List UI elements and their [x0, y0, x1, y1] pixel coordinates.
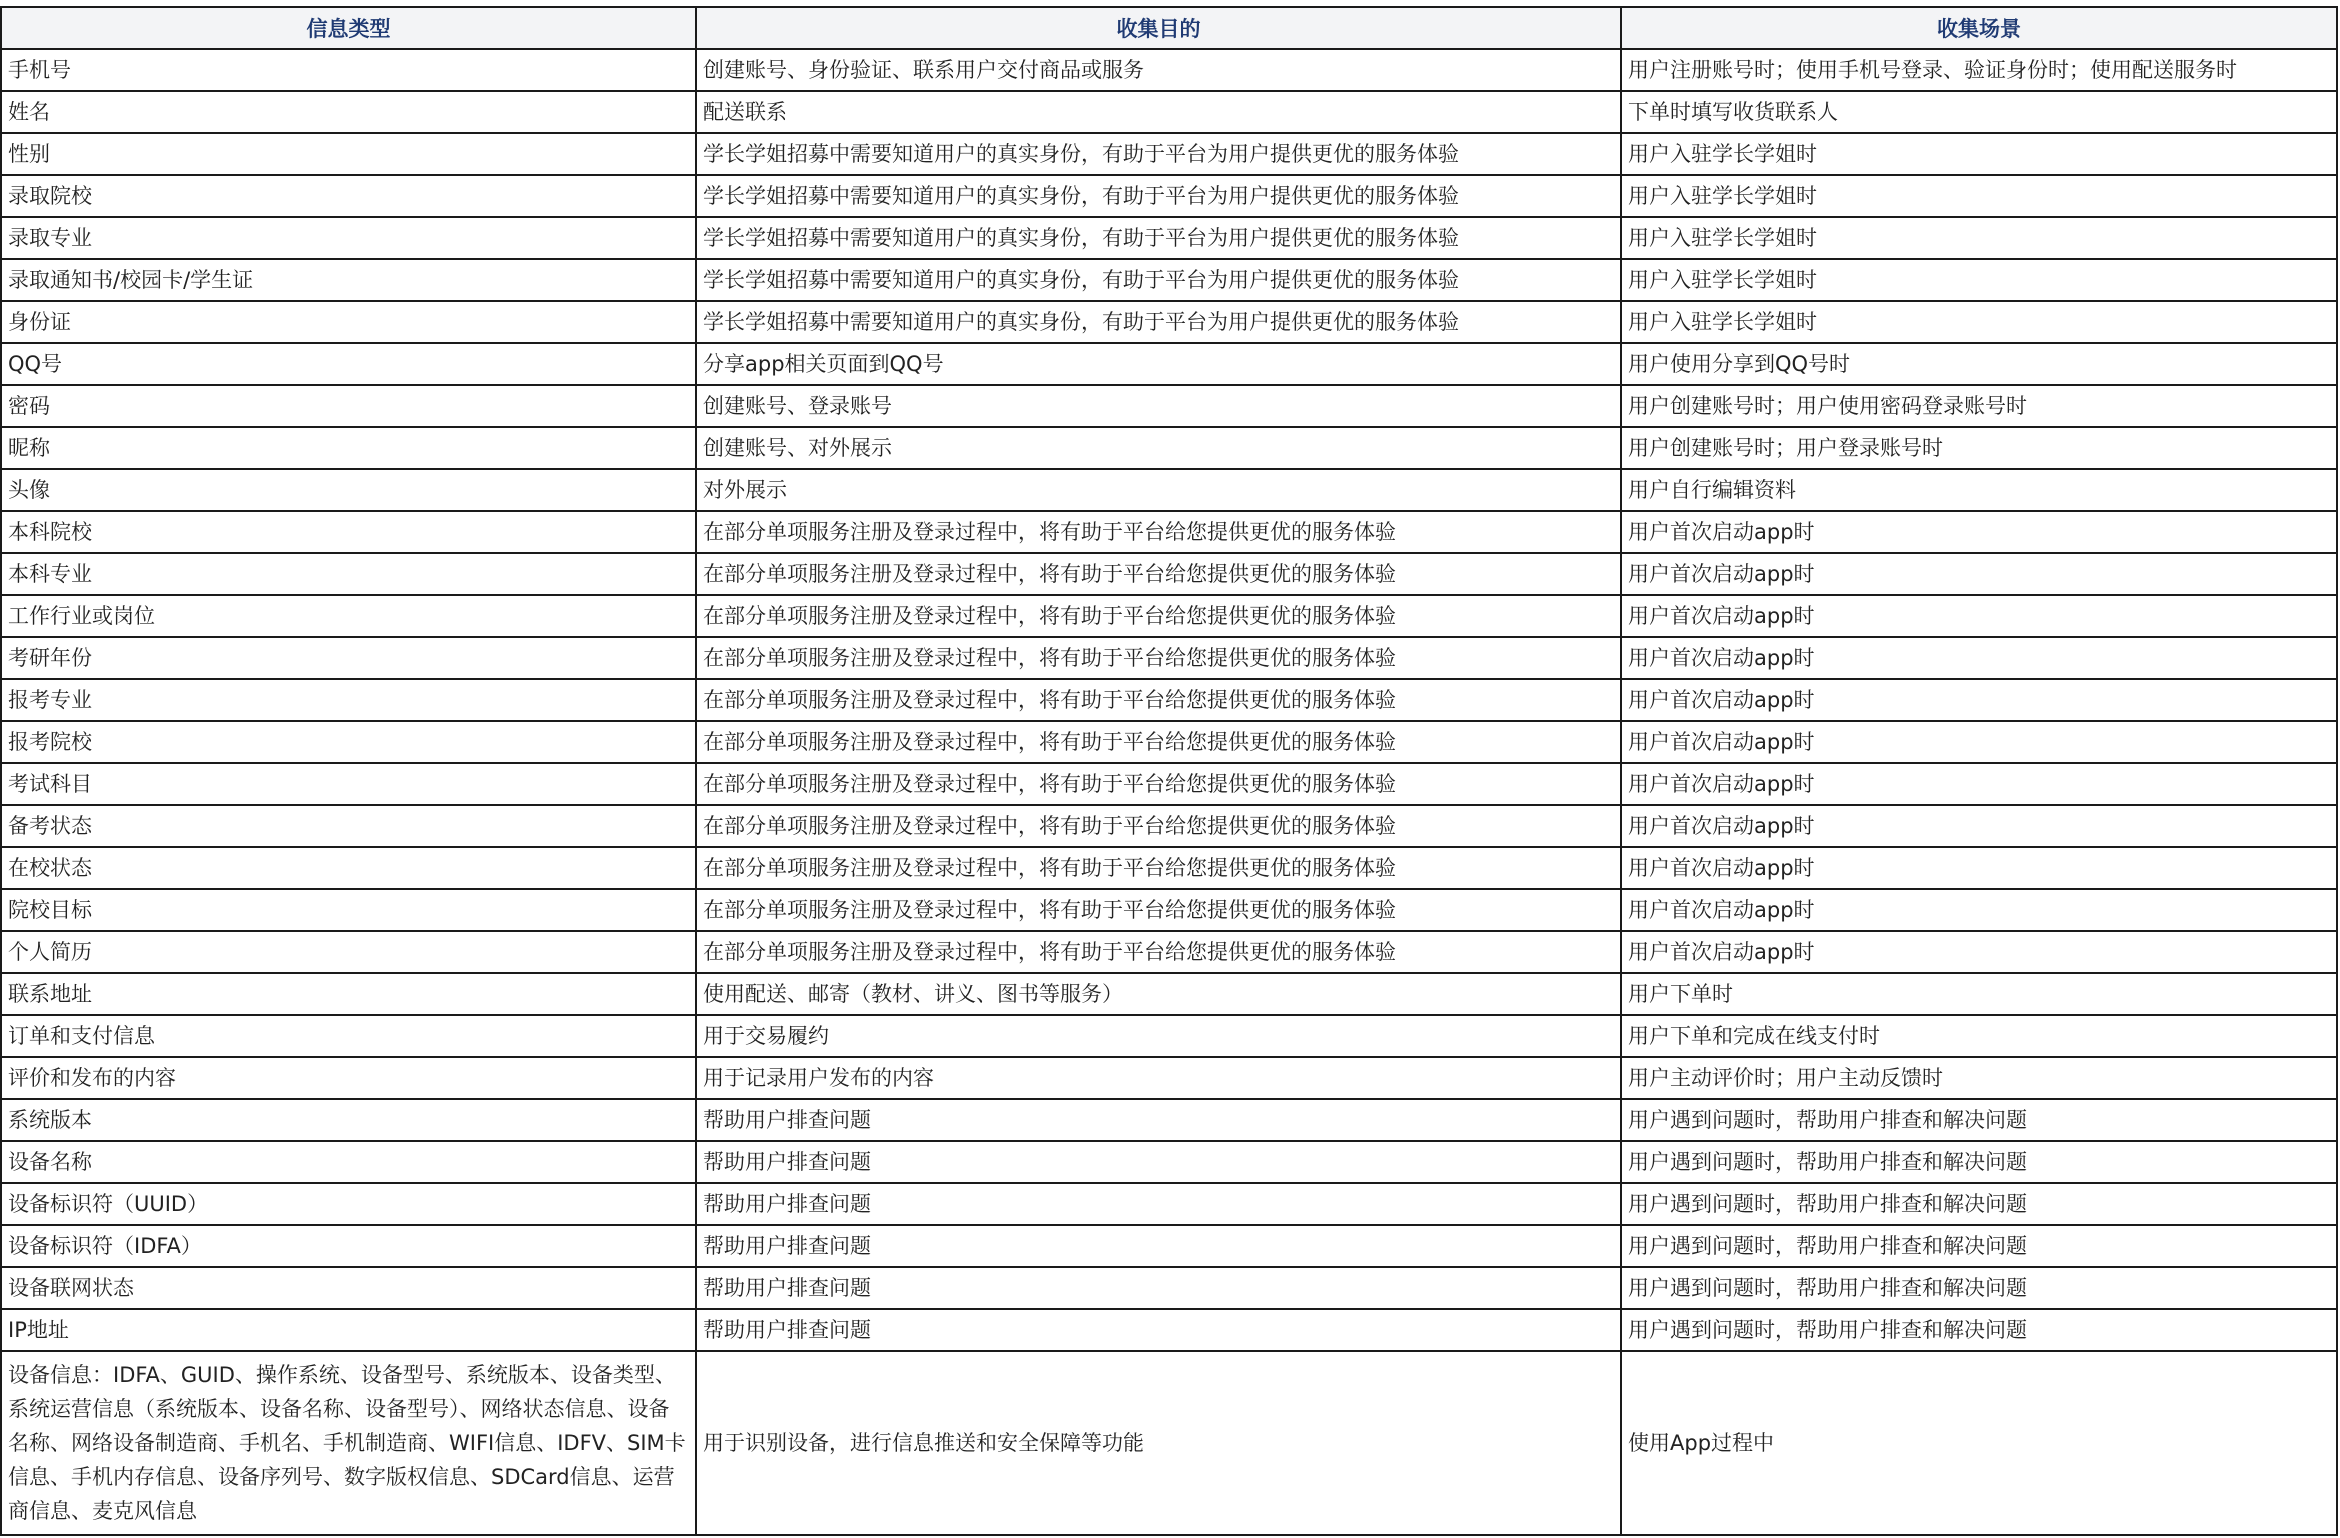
- table-row: [1, 175, 2337, 217]
- cell-info-type: 密码: [1, 385, 696, 427]
- cell-scene: 用户入驻学长学姐时: [1621, 133, 2337, 175]
- cell-scene: 使用App过程中: [1621, 1351, 2337, 1535]
- cell-scene: 用户首次启动app时: [1621, 847, 2337, 889]
- cell-info-type: 报考院校: [1, 721, 696, 763]
- cell-purpose: 学长学姐招募中需要知道用户的真实身份，有助于平台为用户提供更优的服务体验: [696, 217, 1621, 259]
- cell-scene: 用户遇到问题时，帮助用户排查和解决问题: [1621, 1267, 2337, 1309]
- cell-scene: 下单时填写收货联系人: [1621, 91, 2337, 133]
- header-info-type: 信息类型: [1, 7, 696, 49]
- table-body: [1, 49, 2337, 1535]
- cell-info-type: 手机号: [1, 49, 696, 91]
- cell-scene: 用户首次启动app时: [1621, 763, 2337, 805]
- table-row: [1, 1057, 2337, 1099]
- table-row: [1, 133, 2337, 175]
- table-row: [1, 1351, 2337, 1535]
- cell-scene: 用户下单和完成在线支付时: [1621, 1015, 2337, 1057]
- cell-purpose: 学长学姐招募中需要知道用户的真实身份，有助于平台为用户提供更优的服务体验: [696, 259, 1621, 301]
- cell-info-type: IP地址: [1, 1309, 696, 1351]
- header-purpose: 收集目的: [696, 7, 1621, 49]
- cell-purpose: 帮助用户排查问题: [696, 1309, 1621, 1351]
- table-row: [1, 1015, 2337, 1057]
- table-row: [1, 721, 2337, 763]
- info-collection-table: [0, 6, 2338, 1536]
- cell-scene: 用户创建账号时；用户使用密码登录账号时: [1621, 385, 2337, 427]
- cell-purpose: 在部分单项服务注册及登录过程中，将有助于平台给您提供更优的服务体验: [696, 679, 1621, 721]
- cell-scene: 用户创建账号时；用户登录账号时: [1621, 427, 2337, 469]
- cell-scene: 用户首次启动app时: [1621, 595, 2337, 637]
- cell-scene: 用户首次启动app时: [1621, 721, 2337, 763]
- cell-info-type: 考研年份: [1, 637, 696, 679]
- cell-info-type: 工作行业或岗位: [1, 595, 696, 637]
- cell-purpose: 创建账号、登录账号: [696, 385, 1621, 427]
- cell-purpose: 学长学姐招募中需要知道用户的真实身份，有助于平台为用户提供更优的服务体验: [696, 301, 1621, 343]
- cell-info-type: 性别: [1, 133, 696, 175]
- cell-info-type: 录取院校: [1, 175, 696, 217]
- cell-info-type: 设备标识符（IDFA）: [1, 1225, 696, 1267]
- cell-purpose: 用于记录用户发布的内容: [696, 1057, 1621, 1099]
- cell-scene: 用户自行编辑资料: [1621, 469, 2337, 511]
- cell-scene: 用户遇到问题时，帮助用户排查和解决问题: [1621, 1309, 2337, 1351]
- table-row: [1, 301, 2337, 343]
- cell-scene: 用户首次启动app时: [1621, 637, 2337, 679]
- cell-info-type: QQ号: [1, 343, 696, 385]
- cell-info-type: 联系地址: [1, 973, 696, 1015]
- table-row: [1, 1099, 2337, 1141]
- cell-scene: 用户首次启动app时: [1621, 679, 2337, 721]
- cell-purpose: 在部分单项服务注册及登录过程中，将有助于平台给您提供更优的服务体验: [696, 889, 1621, 931]
- table-row: [1, 91, 2337, 133]
- cell-purpose: 帮助用户排查问题: [696, 1267, 1621, 1309]
- cell-scene: 用户入驻学长学姐时: [1621, 259, 2337, 301]
- cell-info-type: 个人简历: [1, 931, 696, 973]
- cell-info-type: 姓名: [1, 91, 696, 133]
- table-row: [1, 847, 2337, 889]
- cell-info-type: 备考状态: [1, 805, 696, 847]
- cell-scene: 用户遇到问题时，帮助用户排查和解决问题: [1621, 1099, 2337, 1141]
- cell-purpose: 分享app相关页面到QQ号: [696, 343, 1621, 385]
- cell-purpose: 创建账号、对外展示: [696, 427, 1621, 469]
- cell-purpose: 帮助用户排查问题: [696, 1225, 1621, 1267]
- cell-scene: 用户首次启动app时: [1621, 889, 2337, 931]
- table-row: [1, 973, 2337, 1015]
- table-row: [1, 427, 2337, 469]
- cell-scene: 用户首次启动app时: [1621, 805, 2337, 847]
- cell-info-type: 设备联网状态: [1, 1267, 696, 1309]
- table-row: [1, 469, 2337, 511]
- cell-scene: 用户使用分享到QQ号时: [1621, 343, 2337, 385]
- cell-scene: 用户首次启动app时: [1621, 931, 2337, 973]
- cell-scene: 用户遇到问题时，帮助用户排查和解决问题: [1621, 1183, 2337, 1225]
- table-row: [1, 763, 2337, 805]
- table-row: [1, 343, 2337, 385]
- cell-info-type: 头像: [1, 469, 696, 511]
- table-row: [1, 805, 2337, 847]
- table-row: [1, 1183, 2337, 1225]
- cell-scene: 用户首次启动app时: [1621, 511, 2337, 553]
- cell-scene: 用户注册账号时；使用手机号登录、验证身份时；使用配送服务时: [1621, 49, 2337, 91]
- cell-scene: 用户首次启动app时: [1621, 553, 2337, 595]
- cell-info-type: 在校状态: [1, 847, 696, 889]
- header-scene: 收集场景: [1621, 7, 2337, 49]
- cell-purpose: 学长学姐招募中需要知道用户的真实身份，有助于平台为用户提供更优的服务体验: [696, 175, 1621, 217]
- cell-purpose: 创建账号、身份验证、联系用户交付商品或服务: [696, 49, 1621, 91]
- cell-purpose: 在部分单项服务注册及登录过程中，将有助于平台给您提供更优的服务体验: [696, 553, 1621, 595]
- info-collection-table-wrapper: [0, 6, 2336, 1536]
- cell-purpose: 帮助用户排查问题: [696, 1141, 1621, 1183]
- cell-info-type: 身份证: [1, 301, 696, 343]
- cell-info-type: 本科院校: [1, 511, 696, 553]
- cell-scene: 用户遇到问题时，帮助用户排查和解决问题: [1621, 1225, 2337, 1267]
- cell-purpose: 用于识别设备，进行信息推送和安全保障等功能: [696, 1351, 1621, 1535]
- cell-scene: 用户入驻学长学姐时: [1621, 175, 2337, 217]
- cell-info-type: 系统版本: [1, 1099, 696, 1141]
- table-row: [1, 385, 2337, 427]
- cell-scene: 用户遇到问题时，帮助用户排查和解决问题: [1621, 1141, 2337, 1183]
- table-row: [1, 931, 2337, 973]
- cell-purpose: 用于交易履约: [696, 1015, 1621, 1057]
- cell-info-type: 评价和发布的内容: [1, 1057, 696, 1099]
- cell-purpose: 在部分单项服务注册及登录过程中，将有助于平台给您提供更优的服务体验: [696, 595, 1621, 637]
- cell-info-type: 本科专业: [1, 553, 696, 595]
- cell-purpose: 在部分单项服务注册及登录过程中，将有助于平台给您提供更优的服务体验: [696, 637, 1621, 679]
- table-row: [1, 1141, 2337, 1183]
- table-row: [1, 259, 2337, 301]
- table-row: [1, 49, 2337, 91]
- cell-info-type: 录取通知书/校园卡/学生证: [1, 259, 696, 301]
- cell-info-type: 设备信息：IDFA、GUID、操作系统、设备型号、系统版本、设备类型、系统运营信息（系统版本、设备名称、设备型号）、网络状态信息、设备名称、网络设备制造商、手机名、手机制造商、WIFI信息、IDFV、SIM卡信息、手机内存信息、设备序列号、数字版权信息、SDCard信息、运营商信息、麦克风信息: [1, 1351, 696, 1535]
- table-header-row: [1, 7, 2337, 49]
- table-row: [1, 1309, 2337, 1351]
- table-row: [1, 637, 2337, 679]
- cell-purpose: 配送联系: [696, 91, 1621, 133]
- cell-info-type: 录取专业: [1, 217, 696, 259]
- cell-info-type: 订单和支付信息: [1, 1015, 696, 1057]
- table-row: [1, 889, 2337, 931]
- cell-scene: 用户下单时: [1621, 973, 2337, 1015]
- table-row: [1, 1267, 2337, 1309]
- cell-purpose: 帮助用户排查问题: [696, 1183, 1621, 1225]
- cell-purpose: 在部分单项服务注册及登录过程中，将有助于平台给您提供更优的服务体验: [696, 931, 1621, 973]
- table-row: [1, 511, 2337, 553]
- cell-purpose: 对外展示: [696, 469, 1621, 511]
- table-row: [1, 217, 2337, 259]
- cell-scene: 用户入驻学长学姐时: [1621, 301, 2337, 343]
- cell-purpose: 在部分单项服务注册及登录过程中，将有助于平台给您提供更优的服务体验: [696, 805, 1621, 847]
- cell-info-type: 昵称: [1, 427, 696, 469]
- cell-purpose: 在部分单项服务注册及登录过程中，将有助于平台给您提供更优的服务体验: [696, 721, 1621, 763]
- cell-purpose: 使用配送、邮寄（教材、讲义、图书等服务）: [696, 973, 1621, 1015]
- cell-purpose: 学长学姐招募中需要知道用户的真实身份，有助于平台为用户提供更优的服务体验: [696, 133, 1621, 175]
- cell-purpose: 在部分单项服务注册及登录过程中，将有助于平台给您提供更优的服务体验: [696, 763, 1621, 805]
- cell-info-type: 设备名称: [1, 1141, 696, 1183]
- cell-info-type: 院校目标: [1, 889, 696, 931]
- cell-info-type: 考试科目: [1, 763, 696, 805]
- table-row: [1, 679, 2337, 721]
- cell-scene: 用户主动评价时；用户主动反馈时: [1621, 1057, 2337, 1099]
- cell-info-type: 报考专业: [1, 679, 696, 721]
- cell-scene: 用户入驻学长学姐时: [1621, 217, 2337, 259]
- cell-purpose: 在部分单项服务注册及登录过程中，将有助于平台给您提供更优的服务体验: [696, 511, 1621, 553]
- cell-purpose: 帮助用户排查问题: [696, 1099, 1621, 1141]
- cell-purpose: 在部分单项服务注册及登录过程中，将有助于平台给您提供更优的服务体验: [696, 847, 1621, 889]
- table-row: [1, 595, 2337, 637]
- table-row: [1, 1225, 2337, 1267]
- cell-info-type: 设备标识符（UUID）: [1, 1183, 696, 1225]
- table-row: [1, 553, 2337, 595]
